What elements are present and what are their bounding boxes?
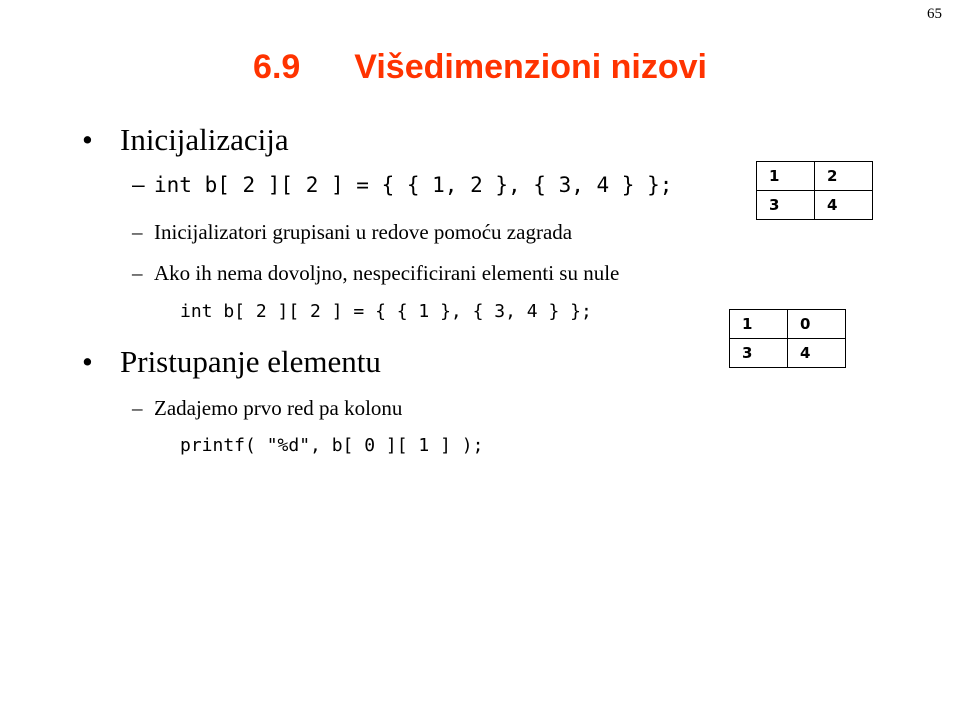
point-grouped-initializers-text: Inicijalizatori grupisani u redove pomoću zagrada	[154, 220, 573, 244]
bullet-element-access-text: Pristupanje elementu	[120, 344, 381, 379]
code-printf-access: printf( "%d", b[ 0 ][ 1 ] );	[180, 435, 484, 456]
point-grouped-initializers	[132, 220, 572, 245]
matrix-partial-initialization	[729, 309, 846, 368]
matrix-cell: 3	[730, 339, 788, 368]
matrix-row	[730, 310, 846, 339]
matrix-cell: 4	[815, 191, 873, 220]
dash-marker: –	[132, 220, 143, 244]
matrix-full-initialization	[756, 161, 873, 220]
matrix-cell: 1	[757, 162, 815, 191]
code-partial-initialization: int b[ 2 ][ 2 ] = { { 1 }, { 3, 4 } };	[180, 301, 592, 322]
code-initialization: int b[ 2 ][ 2 ] = { { 1, 2 }, { 3, 4 } };	[154, 173, 673, 197]
matrix-row	[757, 191, 873, 220]
point-unspecified-zeros-text: Ako ih nema dovoljno, nespecificirani elementi su nule	[154, 261, 620, 285]
bullet-initialization	[82, 122, 289, 158]
slide-title	[0, 48, 960, 87]
code-line-initialization	[132, 173, 672, 198]
dash-marker: –	[132, 396, 143, 420]
bullet-dot: •	[82, 122, 93, 157]
matrix-cell: 1	[730, 310, 788, 339]
slide-number: 65	[927, 6, 942, 22]
dash-marker: –	[132, 173, 145, 197]
point-row-then-column	[132, 396, 402, 421]
matrix-cell: 4	[788, 339, 846, 368]
matrix-row	[730, 339, 846, 368]
matrix-row	[757, 162, 873, 191]
point-row-then-column-text: Zadajemo prvo red pa kolonu	[154, 396, 403, 420]
matrix-cell: 2	[815, 162, 873, 191]
dash-marker: –	[132, 261, 143, 285]
title-text: Višedimenzioni nizovi	[354, 48, 707, 86]
bullet-initialization-text: Inicijalizacija	[120, 122, 289, 157]
bullet-element-access	[82, 344, 381, 380]
point-unspecified-zeros	[132, 261, 619, 286]
title-number: 6.9	[253, 48, 301, 86]
matrix-cell: 3	[757, 191, 815, 220]
matrix-cell: 0	[788, 310, 846, 339]
bullet-dot: •	[82, 344, 93, 379]
